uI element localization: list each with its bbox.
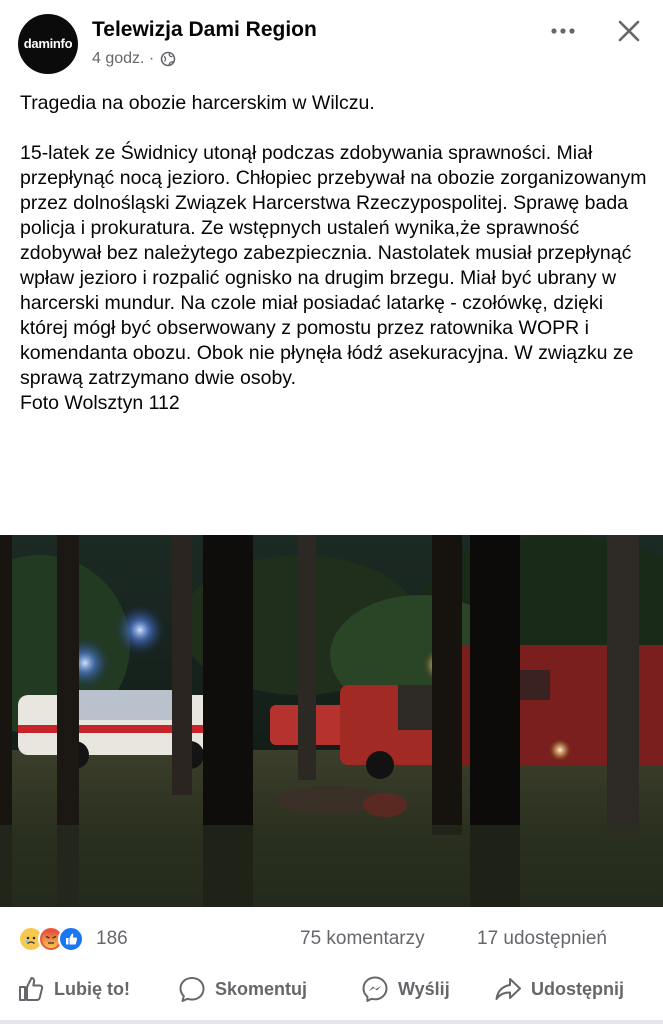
reaction-icons[interactable] [18, 926, 78, 952]
avatar-logo-text: daminfo [23, 36, 73, 51]
shares-count[interactable]: 17 udostępnień [477, 928, 607, 949]
comments-count[interactable]: 75 komentarzy [300, 928, 425, 949]
globe-icon [160, 51, 176, 67]
like-button[interactable] [16, 974, 130, 1004]
comment-label: Skomentuj [215, 978, 308, 999]
messenger-icon [360, 974, 390, 1004]
comment-button[interactable] [177, 974, 307, 1004]
more-options-icon[interactable] [548, 16, 578, 46]
page-name-link[interactable]: Telewizja Dami Region [92, 18, 317, 41]
post-photo[interactable] [0, 535, 663, 907]
send-label: Wyślij [398, 978, 450, 999]
like-outline-icon [16, 974, 46, 1004]
post-action-bar [0, 968, 663, 1014]
post-header [0, 0, 663, 80]
post-stats-bar [0, 920, 663, 956]
night-forest-rescue-image [0, 535, 663, 907]
share-label: Udostępnij [531, 978, 624, 999]
comment-bubble-icon [177, 974, 207, 1004]
post-meta [92, 50, 176, 68]
share-arrow-icon [493, 974, 523, 1004]
like-label: Lubię to! [54, 978, 130, 999]
send-button[interactable] [360, 974, 450, 1004]
share-button[interactable] [493, 974, 624, 1004]
close-icon[interactable] [612, 14, 646, 48]
reactions-count[interactable]: 186 [96, 928, 128, 949]
post-time[interactable]: 4 godz. · [92, 50, 155, 67]
post-body-text: Tragedia na obozie harcerskim w Wilczu. 15-latek ze Świdnicy utonął podczas zdobywania sprawności. Miał przepłynąć nocą jezioro. Chłopiec przebywał na obozie zorganizowanym przez dolnośląski Związek Harcerstwa Rzeczypospolitej. Sprawę bada policja i prokuratura. Ze wstępnych ustaleń wynika,że sprawność zdobywał bez należytego zabezpiecznia. Nastolatek musiał przepłynąć wpław jezioro i rozpalić ognisko na drugim brzegu. Miał być ubrany w harcerski mundur. Na czole miał posiadać latarkę - czołówkę, dzięki której mógł być obserwowany z pomostu przez ratownika WOPR i komendanta obozu. Obok nie płynęła łódź asekuracyjna. W związku ze sprawą zatrzymano dwie osoby. Foto Wolsztyn 112 [20, 92, 647, 414]
bottom-divider [0, 1020, 663, 1024]
page-avatar[interactable] [18, 14, 78, 74]
like-thumb-icon [58, 926, 84, 952]
